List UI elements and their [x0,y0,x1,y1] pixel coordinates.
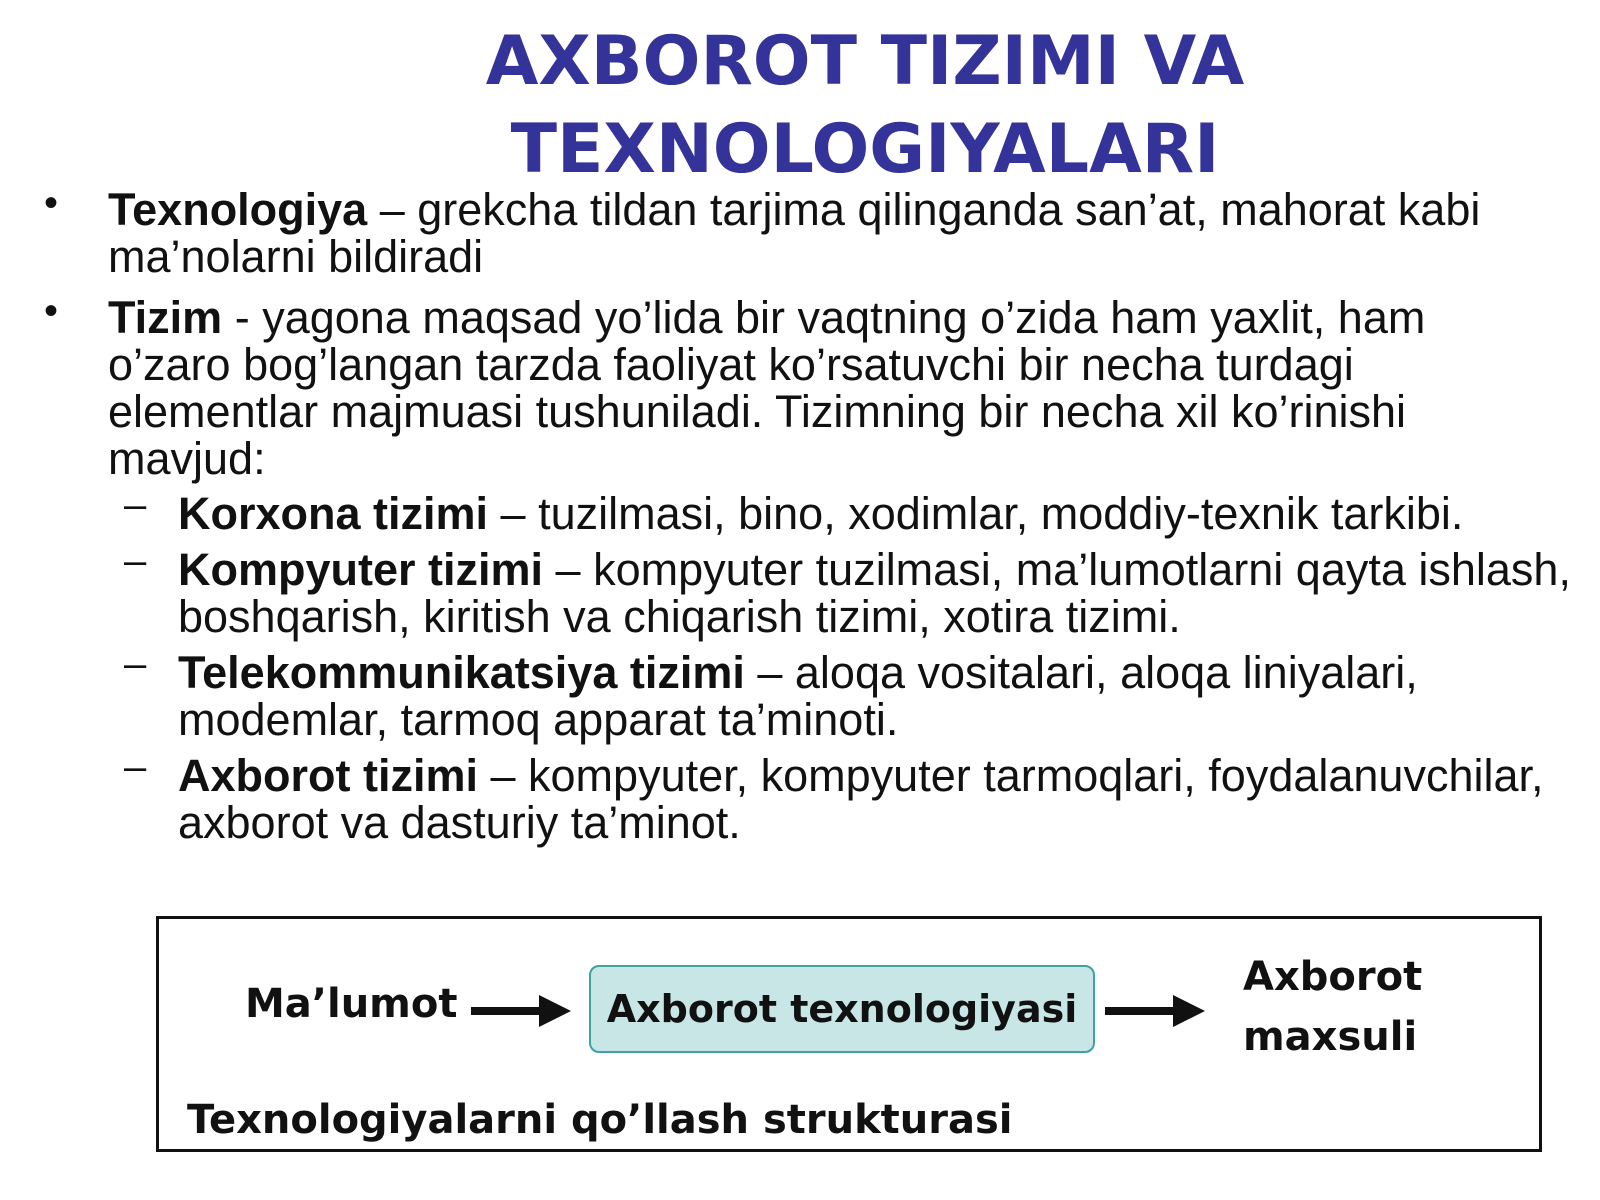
sub-term: Kompyuter tizimi [178,544,544,595]
bullet-term: Tizim [108,292,223,343]
sub-term: Axborot tizimi [178,750,478,801]
title-line-1: AXBOROT TIZIMI VA [485,22,1245,101]
dash-icon: – [124,483,147,527]
content [0,181,1600,855]
output-line-2: maxsuli [1243,1014,1418,1060]
sub-list [0,483,1600,848]
bullet-dot-icon: • [44,181,59,225]
diagram-caption: Texnologiyalarni qo’llash strukturasi [187,1097,1013,1143]
dash-icon: – [124,642,147,686]
title-line-2: TEXNOLOGIYALARI [510,110,1220,189]
sub-item-axborot [0,745,1600,848]
output-label [1243,947,1422,1067]
arrow-right-icon [471,993,571,1029]
dash-icon: – [124,745,147,789]
bullet-item-tizim [0,289,1600,484]
sub-item-korxona [0,483,1600,539]
process-box [589,965,1095,1053]
bullet-text: – grekcha tildan tarjima qilinganda san’at, mahorat kabi ma’nolarni bildiradi [108,184,1481,282]
output-line-1: Axborot [1243,954,1423,1000]
sub-item-kompyuter [0,539,1600,642]
sub-text: – kompyuter, kompyuter tarmoqlari, foydalanuvchilar, axborot va dasturiy ta’minot. [178,750,1544,848]
sub-text: – kompyuter tuzilmasi, ma’lumotlarni qayta ishlash, boshqarish, kiritish va chiqarish tizimi, xotira tizimi. [178,544,1571,642]
process-label: Axborot texnologiyasi [606,987,1078,1031]
structure-diagram [156,916,1542,1152]
bullet-item-texnologiya [0,181,1600,282]
sub-term: Telekommunikatsiya tizimi [178,647,745,698]
sub-text: – tuzilmasi, bino, xodimlar, moddiy-texnik tarkibi. [488,488,1464,539]
arrow-right-icon [1105,993,1205,1029]
input-label: Ma’lumot [245,981,458,1027]
sub-term: Korxona tizimi [178,488,489,539]
bullet-text: - yagona maqsad yo’lida bir vaqtning o’zida ham yaxlit, ham o’zaro bog’langan tarzda faoliyat ko’rsatuvchi bir necha turdagi elementlar majmuasi tushuniladi. Tizimning bir necha xil ko’rinishi mavjud: [108,292,1426,484]
page-title [300,18,1430,194]
sub-item-telekommunikatsiya [0,642,1600,745]
bullet-term: Texnologiya [108,184,368,235]
bullet-dot-icon: • [44,289,59,333]
dash-icon: – [124,539,147,583]
sub-text: – aloqa vositalari, aloqa liniyalari, modemlar, tarmoq apparat ta’minoti. [178,647,1418,745]
